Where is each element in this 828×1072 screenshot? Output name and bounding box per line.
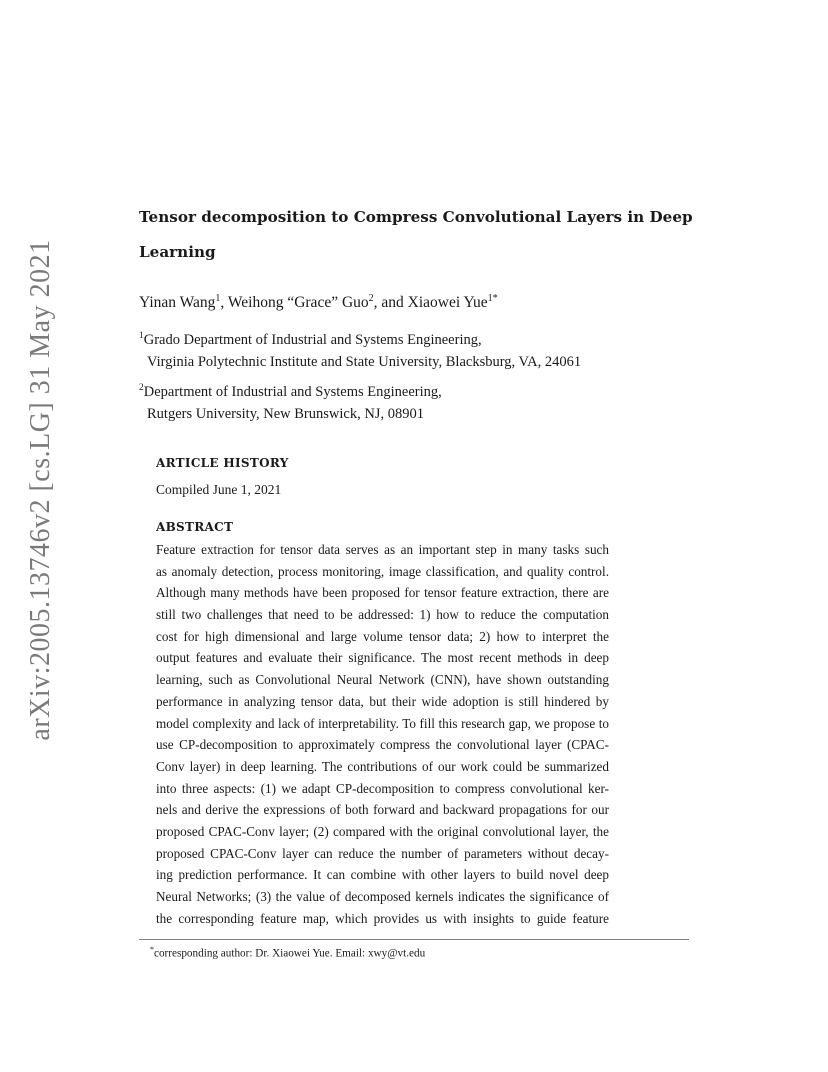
footnote-divider <box>139 939 689 940</box>
abstract-line: proposed CPAC-Conv layer; (2) compared with the original convolutional layer, the <box>156 823 609 839</box>
abstract-line: as anomaly detection, process monitoring, image classification, and quality control. <box>156 563 609 579</box>
abstract-line: Feature extraction for tensor data serves as an important step in many tasks such <box>156 542 609 557</box>
author-list: Yinan Wang$^1$, Weihong “Grace” Guo$^2$, and Xiaowei Yue$^{1*}$ <box>139 293 498 312</box>
footnote <box>150 945 425 960</box>
footnote-mark: * <box>150 945 154 954</box>
author-mark: 2 <box>368 293 374 304</box>
abstract-line: ing prediction performance. It can combine with other layers to build novel deep <box>156 867 609 883</box>
abstract-line: into three aspects: (1) we adapt CP-decomposition to compress convolutional ker- <box>156 780 609 796</box>
abstract-line: Conv layer) in deep learning. The contributions of our work could be summarized <box>156 758 609 774</box>
abstract-line: model complexity and lack of interpretability. To fill this research gap, we propose to <box>156 715 609 731</box>
abstract-line: output features and evaluate their significance. The most recent methods in deep <box>156 650 609 666</box>
author-name: and Xiaowei Yue <box>381 294 488 312</box>
abstract-line: performance in analyzing tensor data, but their wide adoption is still hindered by <box>156 693 609 709</box>
compiled-date: Compiled June 1, 2021 <box>156 482 282 497</box>
affiliation-2-address: Rutgers University, New Brunswick, NJ, 08901 <box>147 406 424 422</box>
affiliation-mark: 2 <box>139 383 144 393</box>
affiliation-line: Department of Industrial and Systems Engineering, <box>143 383 442 400</box>
abstract-body <box>156 539 609 929</box>
abstract-line: Neural Networks; (3) the value of decomposed kernels indicates the significance of <box>156 889 609 904</box>
abstract-line: cost for high dimensional and large volume tensor data; 2) how to interpret the <box>156 628 609 644</box>
abstract-line: nels and derive the expressions of both forward and backward propagations for our <box>156 802 609 818</box>
abstract-line: use CP-decomposition to approximately compress the convolutional layer (CPAC- <box>156 737 609 753</box>
affiliation-line: Grado Department of Industrial and Systems Engineering, <box>143 331 482 348</box>
affiliation-mark: 1 <box>139 331 144 341</box>
footnote-text: corresponding author: Dr. Xiaowei Yue. Email: xwy@vt.edu <box>154 947 426 960</box>
title-line-2: Learning <box>139 243 216 261</box>
abstract-heading: ABSTRACT <box>156 520 234 534</box>
affiliation-2 <box>139 379 442 401</box>
arxiv-identifier-stamp: arXiv:2005.13746v2 [cs.LG] 31 May 2021 <box>25 239 56 741</box>
author-mark: 1* <box>487 293 498 304</box>
abstract-line: Although many methods have been proposed for tensor feature extraction, there are <box>156 585 609 601</box>
abstract-line: learning, such as Convolutional Neural Network (CNN), have shown outstanding <box>156 672 609 688</box>
author-mark: 1 <box>215 293 221 304</box>
author-name: Yinan Wang <box>139 294 216 312</box>
paper-title <box>139 200 699 270</box>
article-history-heading: ARTICLE HISTORY <box>156 456 289 470</box>
affiliation-1 <box>139 327 482 349</box>
affiliation-1-address: Virginia Polytechnic Institute and State University, Blacksburg, VA, 24061 <box>147 354 582 370</box>
author-name: Weihong “Grace” Guo <box>227 294 369 312</box>
abstract-line: the corresponding feature map, which provides us with insights to guide feature <box>156 910 609 926</box>
title-line-1: Tensor decomposition to Compress Convolutional Layers in Deep <box>139 208 693 226</box>
abstract-line: proposed CPAC-Conv layer can reduce the number of parameters without decay- <box>156 845 609 861</box>
abstract-line: still two challenges that need to be addressed: 1) how to reduce the computation <box>156 607 609 623</box>
